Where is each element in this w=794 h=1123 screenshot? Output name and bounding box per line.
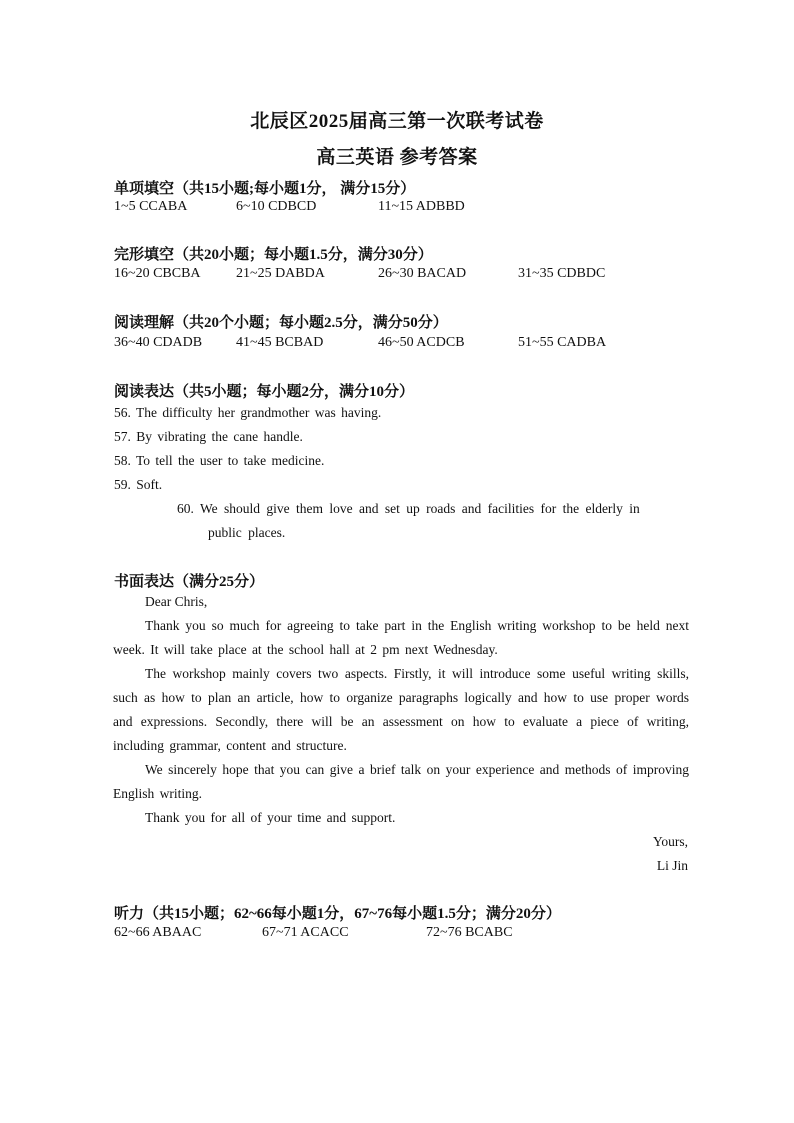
answer-group: 11~15 ADBBD: [378, 199, 465, 214]
letter-paragraph-3: We sincerely hope that you can give a brief talk on your experience and methods of improving English writing.: [113, 762, 689, 801]
answer-group: 41~45 BCBAD: [236, 335, 324, 350]
answer-58: 58. To tell the user to take medicine.: [114, 453, 325, 468]
section-heading-reading-expression: 阅读表达（共5小题；每小题2分，满分10分）: [114, 384, 415, 400]
answer-group: 6~10 CDBCD: [236, 199, 317, 214]
letter-closing: Yours,: [652, 834, 688, 849]
answer-group: 46~50 ACDCB: [378, 335, 465, 350]
answer-group: 31~35 CDBDC: [518, 266, 606, 281]
letter-salutation: Dear Chris,: [145, 594, 208, 609]
exam-title: 北辰区2025届高三第一次联考试卷: [250, 111, 544, 132]
answer-group: 62~66 ABAAC: [114, 925, 202, 940]
exam-subtitle: 高三英语 参考答案: [316, 147, 478, 168]
answer-57: 57. By vibrating the cane handle.: [114, 429, 303, 444]
answer-group: 51~55 CADBA: [518, 335, 607, 350]
letter-paragraph-2: The workshop mainly covers two aspects. Firstly, it will introduce some useful writing skills, such as how to plan an article, how to organize paragraphs logically and how to use proper words and expressions. Secondly, there will be an assessment on how to evaluate a piece of writing, including grammar, content and structure.: [113, 666, 689, 753]
answer-group: 1~5 CCABA: [114, 199, 188, 214]
letter-paragraph-4: Thank you for all of your time and support.: [145, 810, 396, 825]
answer-56: 56. The difficulty her grandmother was having.: [114, 405, 382, 420]
answer-60-line2: public places.: [208, 525, 286, 540]
section-heading-writing: 书面表达（满分25分）: [114, 574, 265, 590]
section-heading-cloze: 完形填空（共20小题；每小题1.5分，满分30分）: [114, 247, 433, 263]
answer-group: 67~71 ACACC: [262, 925, 349, 940]
section-heading-single-choice: 单项填空（共15小题;每小题1分， 满分15分）: [114, 181, 416, 197]
answer-60-line1: 60. We should give them love and set up roads and facilities for the elderly in: [177, 501, 640, 516]
answer-group: 72~76 BCABC: [426, 925, 513, 940]
letter-signature: Li Jin: [656, 858, 688, 873]
answer-59: 59. Soft.: [114, 477, 163, 492]
answer-group: 26~30 BACAD: [378, 266, 467, 281]
answer-group: 36~40 CDADB: [114, 335, 203, 350]
section-heading-reading: 阅读理解（共20个小题；每小题2.5分，满分50分）: [114, 315, 448, 331]
answer-group: 16~20 CBCBA: [114, 266, 201, 281]
section-heading-listening: 听力（共15小题；62~66每小题1分，67~76每小题1.5分；满分20分）: [114, 906, 561, 922]
letter-paragraph-1: Thank you so much for agreeing to take part in the English writing workshop to be held next week. It will take place at the school hall at 2 pm next Wednesday.: [113, 618, 689, 657]
answer-group: 21~25 DABDA: [236, 266, 325, 281]
